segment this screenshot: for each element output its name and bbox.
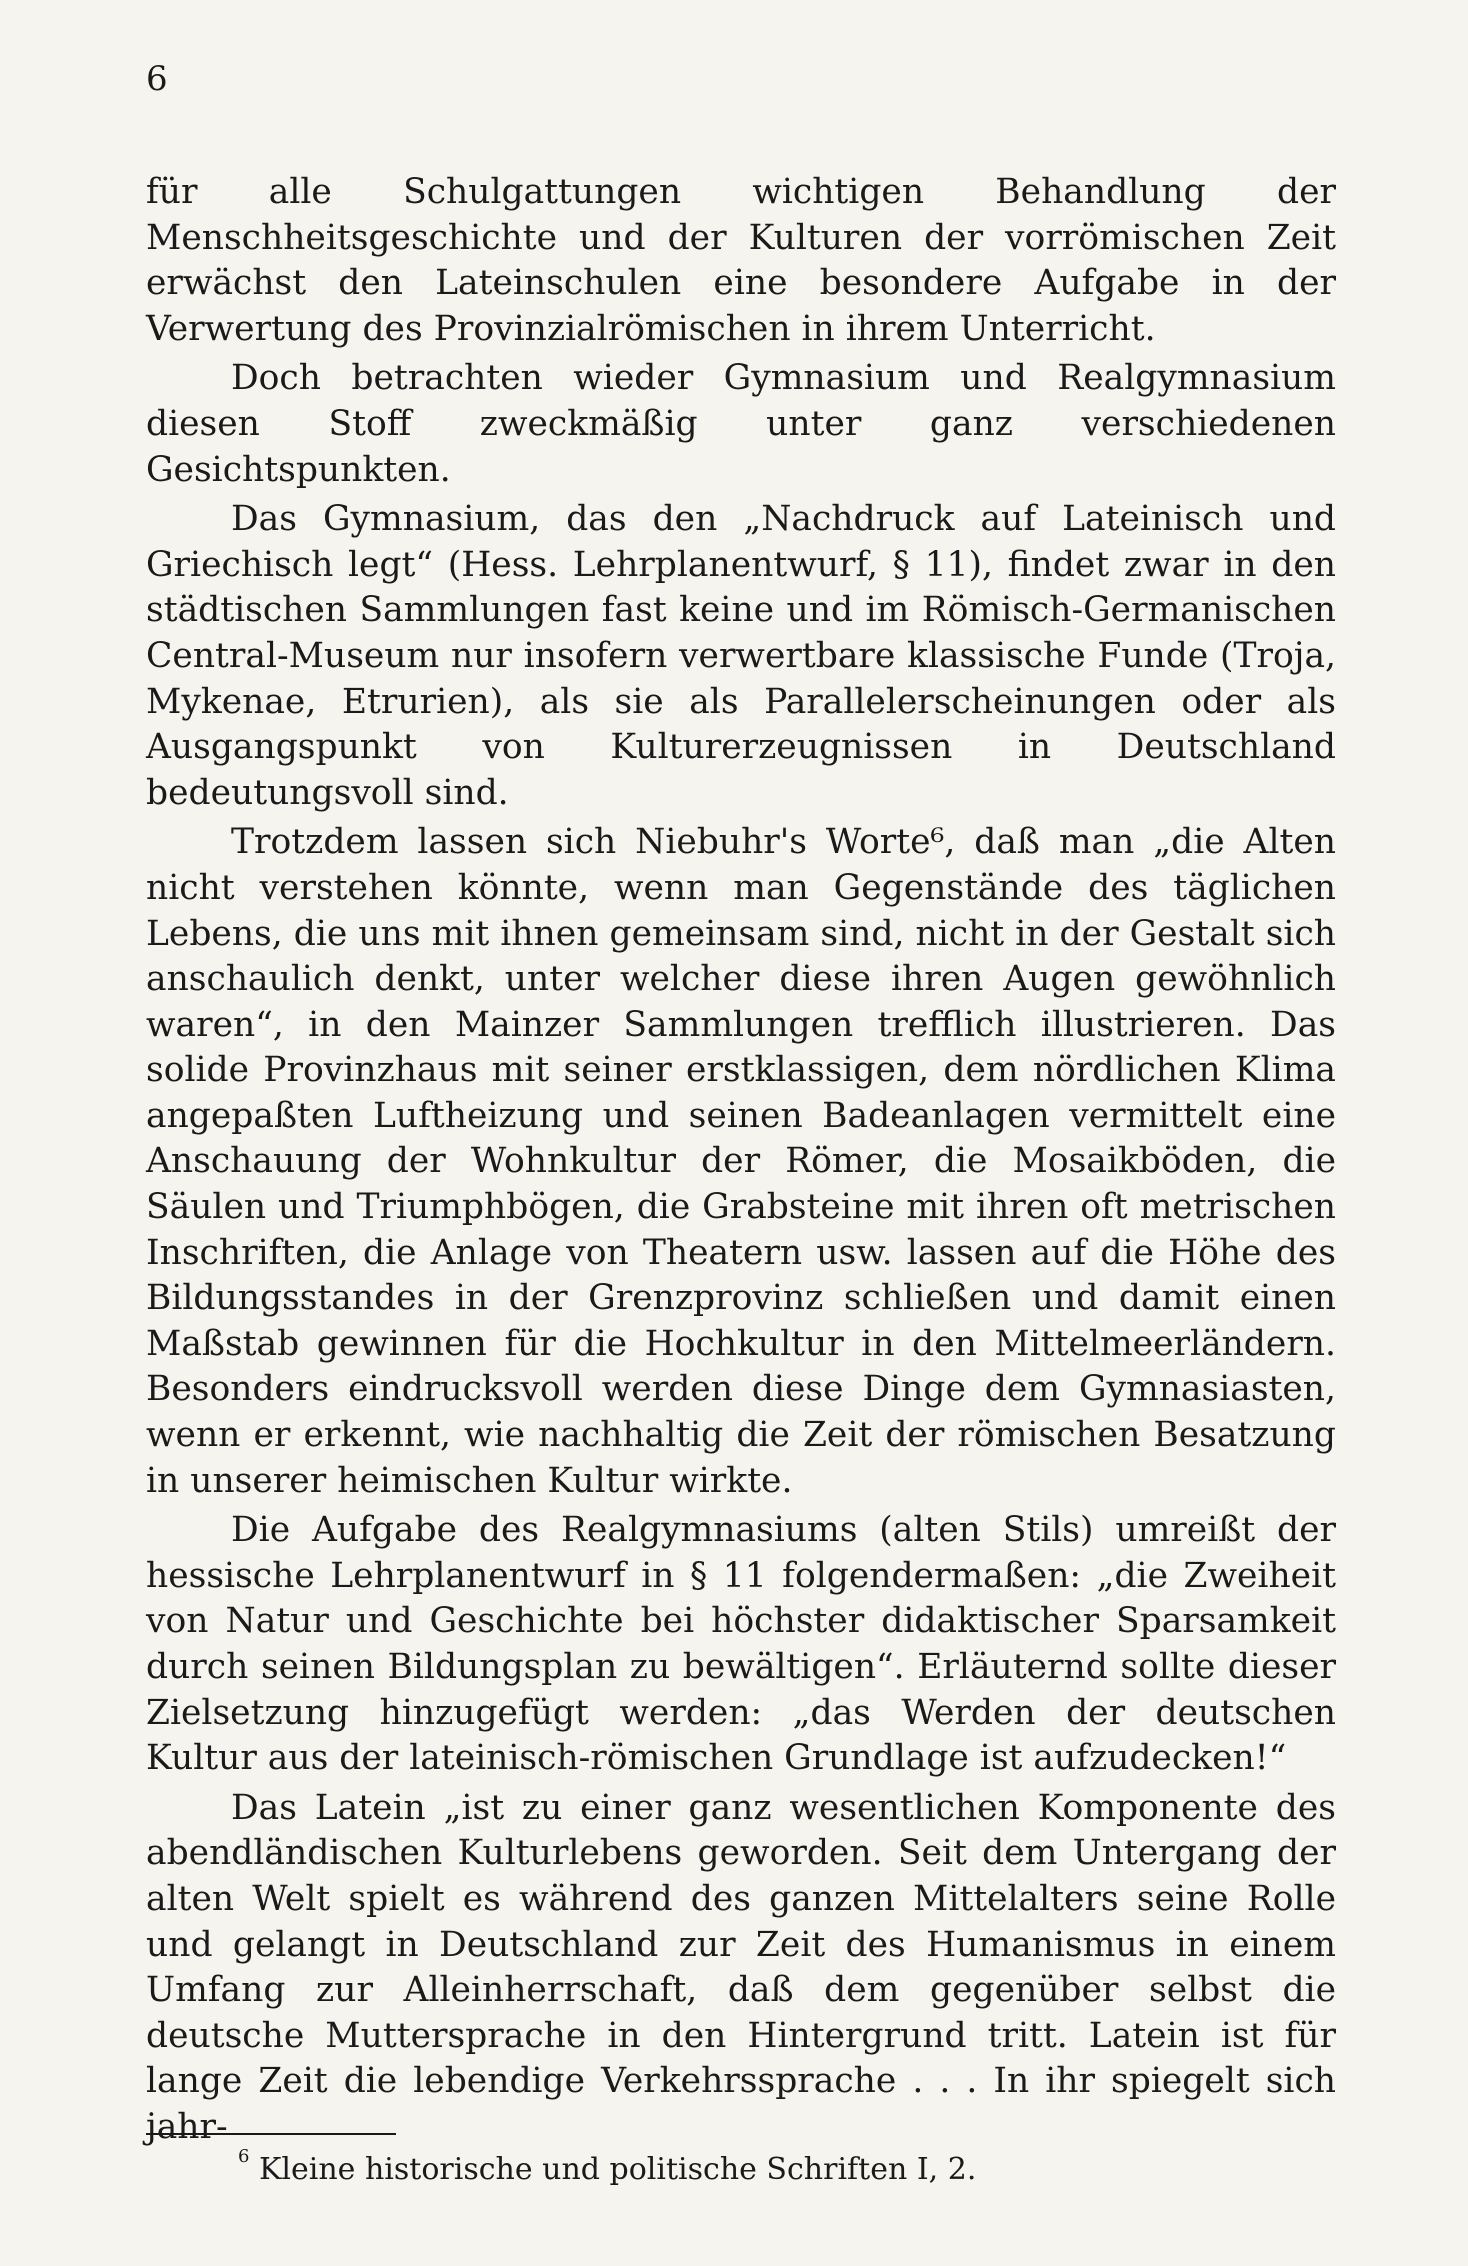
footnote-marker: 6: [238, 2146, 250, 2167]
body-text: [146, 170, 1336, 2151]
paragraph-2: Doch betrachten wieder Gymnasium und Realgymnasium diesen Stoff zweckmäßig unter ganz verschiedenen Gesichtspunkten.: [146, 358, 1336, 490]
paragraph-3: Das Gymnasium, das den „Nachdruck auf Lateinisch und Griechisch legt“ (Hess. Lehrplanentwurf, § 11), findet zwar in den städtischen Sammlungen fast keine und im Römisch-Germanischen Central-Museum nur insofern verwertbare klassische Funde (Troja, Mykenae, Etrurien), als sie als Parallelerscheinungen oder als Ausgangspunkt von Kulturerzeugnissen in Deutschland bedeutungsvoll sind.: [146, 499, 1336, 813]
paragraph-1: für alle Schulgattungen wichtigen Behandlung der Menschheitsgeschichte und der Kulturen der vorrömischen Zeit erwächst den Lateinschulen eine besondere Aufgabe in der Verwertung des Provinzialrömischen in ihrem Unterricht.: [146, 172, 1336, 349]
paragraph-6: Das Latein „ist zu einer ganz wesentlichen Komponente des abendländischen Kulturlebens geworden. Seit dem Untergang der alten Welt spielt es während des ganzen Mittelalters seine Rolle und gelangt in Deutschland zur Zeit des Humanismus in einem Umfang zur Alleinherrschaft, daß dem gegenüber selbst die deutsche Muttersprache in den Hintergrund tritt. Latein ist für lange Zeit die lebendige Verkehrssprache . . . In ihr spiegelt sich jahr-: [146, 1787, 1336, 2147]
page-number: 6: [146, 59, 168, 99]
footnote-text: Kleine historische und politische Schriften I, 2.: [259, 2152, 977, 2187]
footnote-divider: [146, 2133, 396, 2135]
footnote: [238, 2146, 977, 2188]
paragraph-4: Trotzdem lassen sich Niebuhr's Worte⁶, daß man „die Alten nicht verstehen könnte, wenn man Gegenstände des täglichen Lebens, die uns mit ihnen gemeinsam sind, nicht in der Gestalt sich anschaulich denkt, unter welcher diese ihren Augen gewöhnlich waren“, in den Mainzer Sammlungen trefflich illustrieren. Das solide Provinzhaus mit seiner erstklassigen, dem nördlichen Klima angepaßten Luftheizung und seinen Badeanlagen vermittelt eine Anschauung der Wohnkultur der Römer, die Mosaikböden, die Säulen und Triumphbögen, die Grabsteine mit ihren oft metrischen Inschriften, die Anlage von Theatern usw. lassen auf die Höhe des Bildungsstandes in der Grenzprovinz schließen und damit einen Maßstab gewinnen für die Hochkultur in den Mittelmeerländern. Besonders eindrucksvoll werden diese Dinge dem Gymnasiasten, wenn er erkennt, wie nachhaltig die Zeit der römischen Besatzung in unserer heimischen Kultur wirkte.: [146, 822, 1336, 1501]
paragraph-5: Die Aufgabe des Realgymnasiums (alten Stils) umreißt der hessische Lehrplanentwurf in § 11 folgendermaßen: „die Zweiheit von Natur und Geschichte bei höchster didaktischer Sparsamkeit durch seinen Bildungsplan zu bewältigen“. Erläuternd sollte dieser Zielsetzung hinzugefügt werden: „das Werden der deutschen Kultur aus der lateinisch-römischen Grundlage ist aufzudecken!“: [146, 1510, 1336, 1779]
